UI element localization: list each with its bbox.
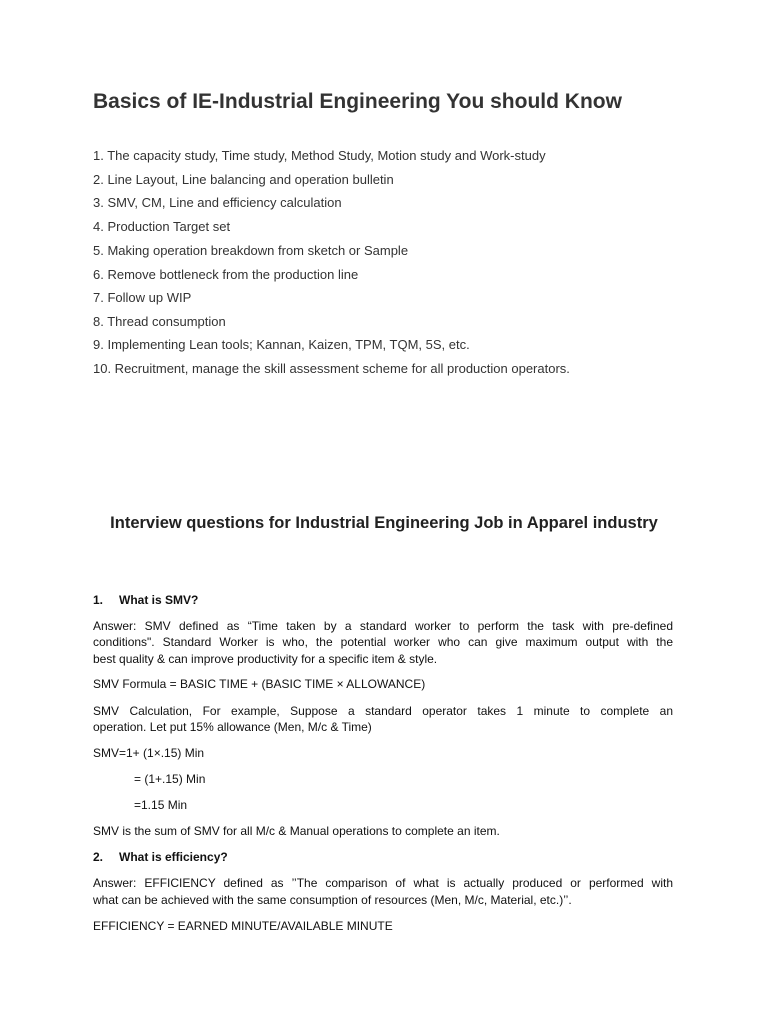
- question-number: 2.: [93, 850, 104, 864]
- list-item: 3. SMV, CM, Line and efficiency calculation: [93, 195, 342, 210]
- question-number: 1.: [93, 593, 104, 607]
- list-item: 5. Making operation breakdown from sketch or Sample: [93, 243, 409, 258]
- page-title: Basics of IE-Industrial Engineering You should Know: [93, 90, 622, 113]
- list-item: 4. Production Target set: [93, 219, 231, 234]
- formula: SMV Formula = BASIC TIME + (BASIC TIME × ALLOWANCE): [93, 677, 426, 691]
- formula: EFFICIENCY = EARNED MINUTE/AVAILABLE MINUTE: [93, 919, 393, 933]
- summary: SMV is the sum of SMV for all M/c & Manual operations to complete an item.: [93, 824, 500, 838]
- list-item: 10. Recruitment, manage the skill assessment scheme for all production operators.: [93, 361, 570, 376]
- calc-step: =1.15 Min: [134, 798, 188, 812]
- list-item: 8. Thread consumption: [93, 314, 226, 329]
- list-item: 1. The capacity study, Time study, Method Study, Motion study and Work-study: [93, 148, 546, 163]
- calc-step: = (1+.15) Min: [134, 772, 206, 786]
- section-subtitle: Interview questions for Industrial Engineering Job in Apparel industry: [110, 514, 658, 532]
- calc-step: SMV=1+ (1×.15) Min: [93, 746, 205, 760]
- answer-line: best quality & can improve productivity for a specific item & style.: [93, 652, 438, 666]
- question-text: What is SMV?: [119, 593, 199, 607]
- answer-line: Answer: SMV defined as “Time taken by a standard worker to perform the task with pre-defined: [93, 619, 673, 633]
- list-item: 9. Implementing Lean tools; Kannan, Kaizen, TPM, TQM, 5S, etc.: [93, 337, 470, 352]
- list-item: 6. Remove bottleneck from the production line: [93, 267, 359, 282]
- question-text: What is efficiency?: [119, 850, 228, 864]
- list-item: 2. Line Layout, Line balancing and operation bulletin: [93, 172, 394, 187]
- calc-line: operation. Let put 15% allowance (Men, M/c & Time): [93, 720, 372, 734]
- question-heading: [93, 593, 198, 607]
- list-item: 7. Follow up WIP: [93, 290, 192, 305]
- calc-line: SMV Calculation, For example, Suppose a standard operator takes 1 minute to complete an: [93, 704, 673, 718]
- answer-line: what can be achieved with the same consumption of resources (Men, M/c, Material, etc.)’’.: [93, 893, 572, 907]
- answer-line: conditions". Standard Worker is who, the potential worker who can give maximum output with the: [93, 635, 673, 649]
- question-heading: [93, 850, 228, 864]
- answer-line: Answer: EFFICIENCY defined as ’’The comparison of what is actually produced or performed with: [93, 876, 673, 890]
